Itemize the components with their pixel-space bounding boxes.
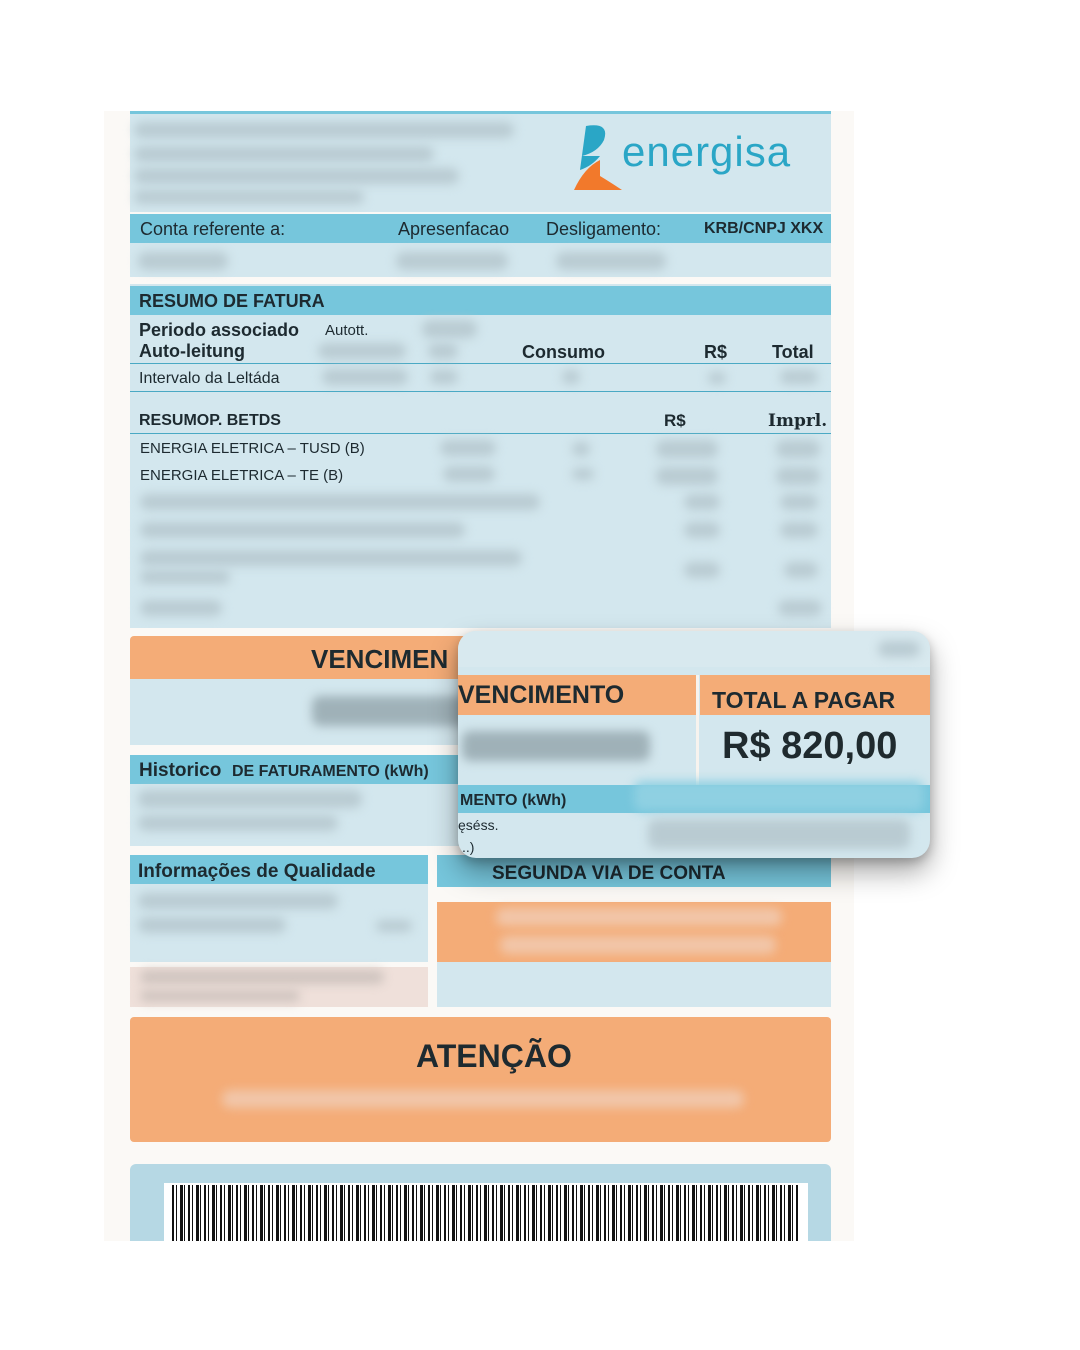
due-date-blur	[312, 696, 472, 726]
periodo-label: Periodo associado	[139, 320, 300, 340]
zoom-vencimento-label: VENCIMENTO	[458, 681, 625, 709]
qualidade-title: Informações de Qualidade	[138, 861, 376, 882]
history-blur	[138, 790, 362, 808]
segunda-via-title: SEGUNDA VIA DE CONTA	[492, 863, 726, 884]
zoom-callout	[458, 631, 930, 858]
item-blur	[140, 550, 522, 566]
total-label: Total	[772, 342, 814, 362]
intervalo-label: Intervalo da Leltáda	[139, 370, 280, 387]
cnpj-label: KRB/CNPJ XKX	[704, 220, 824, 237]
zoom-fragment-1: ęséss.	[458, 817, 499, 833]
zoom-history-blur	[648, 819, 910, 849]
line-item: ENERGIA ELETRICA – TE (B)	[140, 467, 344, 484]
item-blur	[572, 468, 594, 480]
item-blur	[776, 467, 820, 485]
interval-blur	[562, 370, 580, 384]
interval-blur	[322, 369, 408, 385]
consumo-label: Consumo	[522, 342, 605, 362]
zoom-total-label: TOTAL A PAGAR	[712, 687, 896, 713]
item-blur	[784, 562, 818, 578]
item-blur	[656, 440, 718, 458]
item-blur	[140, 522, 465, 538]
line-item: ENERGIA ELETRICA – TUSD (B)	[140, 440, 365, 457]
resumop-rule	[130, 433, 831, 434]
address-blur	[134, 190, 364, 204]
item-blur	[656, 467, 718, 485]
item-blur	[140, 494, 540, 510]
account-value-blur	[396, 252, 508, 270]
zoom-divider	[696, 675, 699, 795]
item-blur	[780, 522, 818, 538]
history-blur	[138, 815, 338, 831]
zoom-top-blur	[878, 641, 920, 657]
account-value-blur	[556, 252, 666, 270]
zoom-fragment-2: ..)	[462, 839, 475, 855]
account-value-blur	[138, 252, 228, 270]
autott-label: Autott.	[325, 322, 369, 339]
brand-name: energisa	[622, 128, 792, 175]
period-blur	[422, 320, 477, 338]
item-blur	[778, 600, 822, 616]
conta-label: Conta referente a:	[140, 219, 286, 239]
resumo-rule	[130, 391, 831, 392]
address-blur	[134, 146, 434, 162]
zoom-total-value: R$ 820,00	[722, 725, 898, 767]
zoom-history-blur	[634, 781, 924, 811]
item-blur	[140, 570, 230, 584]
address-blur	[134, 122, 514, 138]
item-blur	[440, 440, 496, 456]
interval-blur	[780, 370, 818, 384]
resumo-title: RESUMO DE FATURA	[139, 291, 325, 311]
quality-blur	[140, 970, 384, 984]
rs-label: R$	[704, 342, 728, 362]
quality-blur	[138, 917, 286, 933]
segunda-via-footer	[437, 962, 831, 1007]
item-blur	[780, 494, 818, 510]
autoleitura-label: Auto-leitung	[139, 341, 245, 361]
item-blur	[776, 440, 820, 458]
impr-label: Imprl.	[768, 411, 828, 431]
quality-blur	[138, 893, 338, 909]
historico-title-a: Historico	[139, 760, 222, 781]
atencao-title: ATENÇÃO	[416, 1038, 572, 1074]
quality-blur	[376, 920, 412, 932]
item-blur	[684, 562, 720, 578]
item-blur	[684, 494, 720, 510]
item-blur	[443, 466, 495, 482]
resumo-rule	[130, 363, 831, 364]
historico-title-b: DE FATURAMENTO (kWh)	[232, 763, 429, 780]
apresentacao-label: Apresenfacao	[398, 219, 510, 239]
address-blur	[134, 168, 459, 184]
segunda-via-blur	[496, 908, 782, 926]
zoom-mento-label: MENTO (kWh)	[460, 792, 567, 809]
segunda-via-blur	[500, 936, 776, 954]
quality-blur	[140, 990, 300, 1002]
atencao-panel	[130, 1017, 831, 1142]
resumop-rs-label: R$	[664, 411, 686, 430]
interval-blur	[708, 372, 726, 384]
item-blur	[140, 600, 222, 616]
vencimento-label: VENCIMEN	[311, 644, 449, 674]
item-blur	[572, 442, 590, 456]
period-blur	[318, 343, 406, 359]
zoom-due-date-blur	[462, 731, 650, 761]
period-blur	[428, 343, 458, 359]
desligamento-label: Desligamento:	[546, 219, 662, 239]
interval-blur	[430, 370, 458, 384]
atencao-text-blur	[222, 1090, 744, 1108]
energisa-logo-icon	[570, 122, 626, 192]
item-blur	[684, 522, 720, 538]
zoom-top-strip	[458, 631, 930, 667]
barcode	[166, 1185, 806, 1241]
resumop-title: RESUMOP. BETDS	[139, 412, 281, 429]
